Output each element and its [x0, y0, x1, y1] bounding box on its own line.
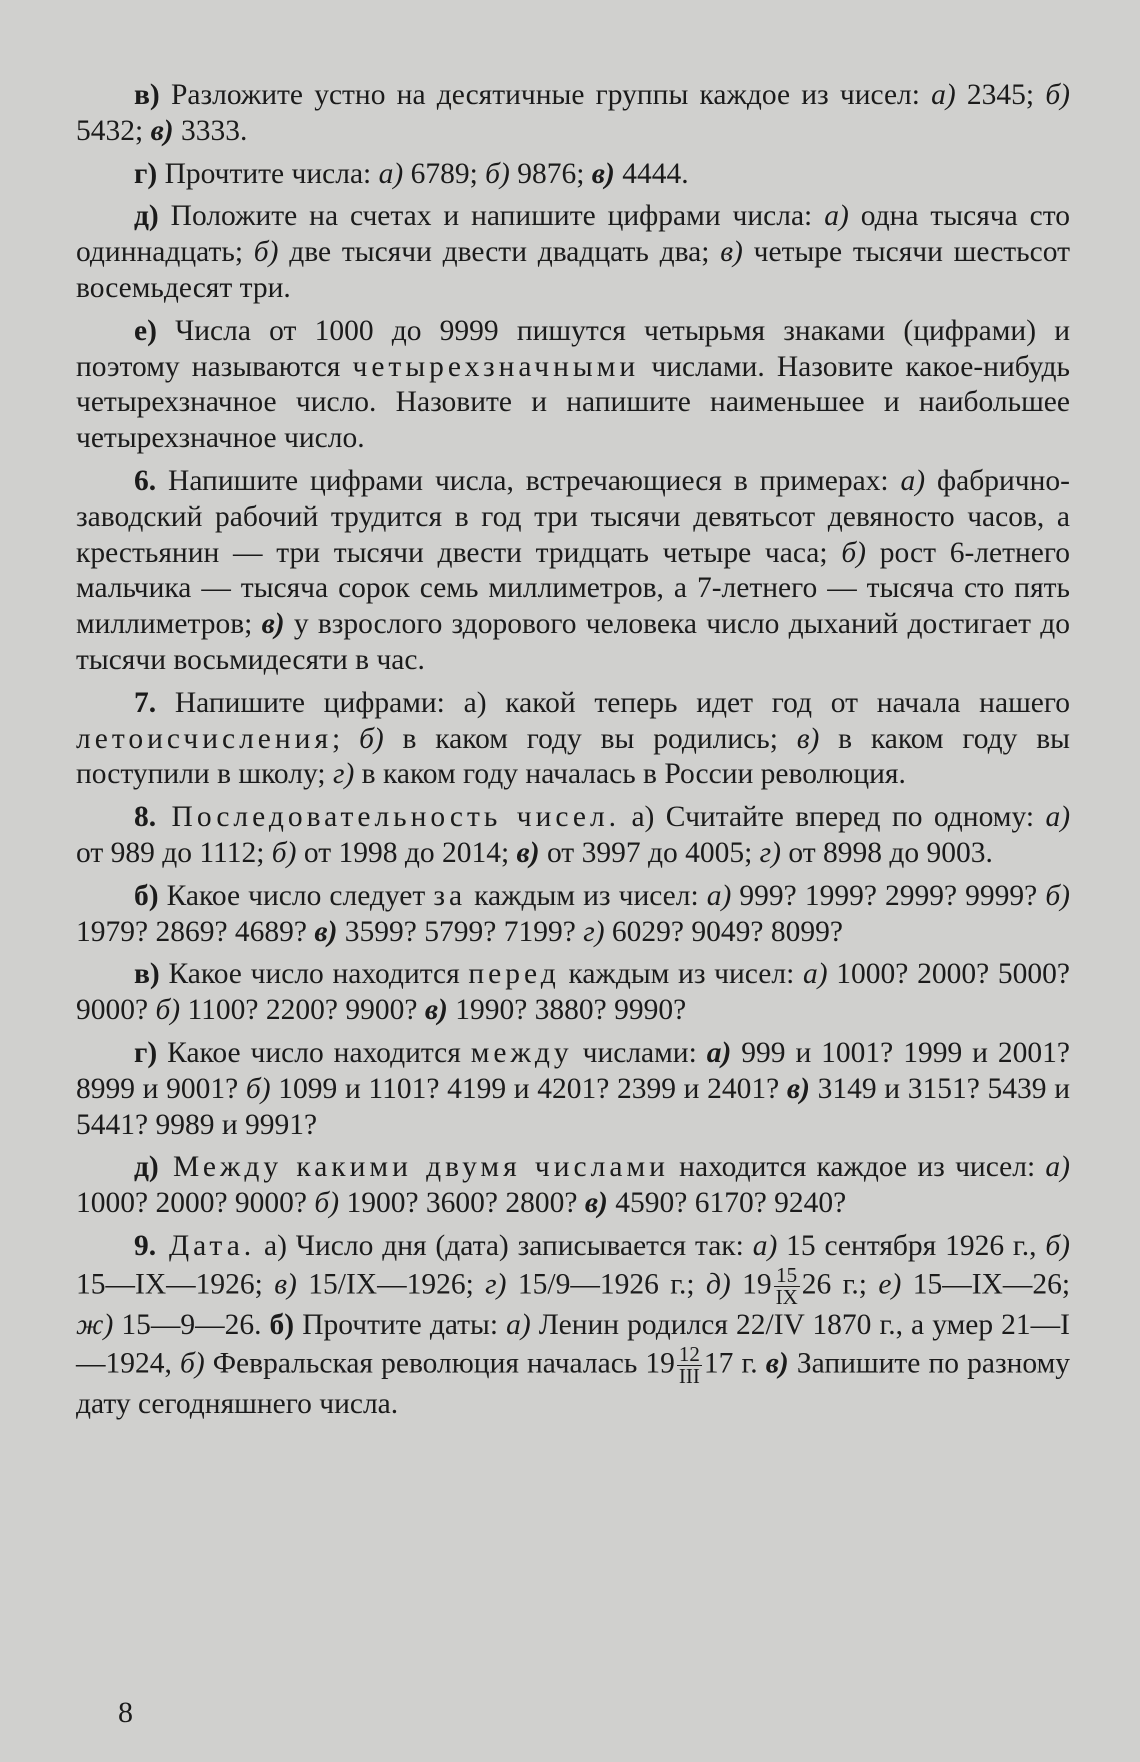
- sub-label: б): [253, 236, 279, 269]
- sub-label: б): [1045, 79, 1070, 111]
- exercise-number: 7.: [134, 686, 157, 719]
- text: 6789;: [403, 157, 486, 190]
- exercise-8v: [76, 957, 1070, 1029]
- text: 1979? 2869? 4689?: [76, 915, 315, 948]
- sub-label: б): [1045, 1229, 1070, 1262]
- text: Напишите цифрами: а) какой теперь идет год от начала нашего: [156, 686, 1070, 719]
- sub-label: в): [786, 1072, 810, 1105]
- item-label: а): [255, 1229, 287, 1262]
- text: в каком году началась в России революция.: [354, 758, 906, 791]
- text: Какое число следует: [158, 879, 434, 912]
- exercise-number: 6.: [134, 464, 157, 497]
- page-body: [76, 78, 1070, 1429]
- sub-label: а): [1045, 801, 1071, 834]
- text: Запишите по разному дату сегодняшнего числа.: [76, 1346, 1070, 1420]
- exercise-8: [76, 800, 1070, 872]
- text: 19: [730, 1267, 772, 1300]
- text: каждым из чисел:: [559, 958, 803, 991]
- sub-label: б): [485, 157, 510, 190]
- paragraph-5d: [76, 199, 1070, 306]
- text: Прочтите числа:: [157, 157, 379, 190]
- text: 4444.: [614, 157, 689, 190]
- item-label: г): [134, 1036, 158, 1069]
- sub-label: в): [765, 1346, 789, 1379]
- text: у взрослого здорового человека число дыханий достигает до тысячи восьмидесяти в час.: [76, 608, 1070, 676]
- text: каждым из чисел:: [466, 879, 707, 912]
- sub-label: б): [359, 722, 384, 755]
- text: 26 г.;: [801, 1267, 879, 1300]
- sub-label: а): [378, 157, 404, 190]
- sub-label: а): [803, 958, 828, 991]
- text: четыре тысячи шестьсот восемьдесят три.: [76, 236, 1070, 304]
- exercise-9: [76, 1229, 1070, 1422]
- exercise-number: 8.: [134, 801, 157, 834]
- text: Числа от 1000 до 9999 пишутся четырьмя знаками (цифрами) и поэтому называются: [76, 314, 1070, 383]
- fraction-denominator: III: [677, 1365, 702, 1387]
- sub-label: б): [245, 1072, 271, 1105]
- text: Положите на счетах и напишите цифрами числа:: [158, 200, 825, 233]
- paragraph-5v: [76, 78, 1070, 150]
- text: от 989 до 1112;: [76, 836, 272, 869]
- item-label: е): [134, 314, 157, 347]
- fraction-numerator: 15: [774, 1265, 800, 1287]
- text: 5432;: [76, 114, 151, 147]
- text: от 3997 до 4005;: [539, 836, 760, 869]
- text: 2345;: [955, 79, 1046, 111]
- text: Разложите устно на десятичные группы каждое из чисел:: [159, 79, 932, 111]
- sub-label: в): [150, 114, 174, 147]
- spaced-term: летоисчисления: [76, 722, 333, 755]
- sub-label: а): [752, 1229, 778, 1262]
- sub-label: г): [583, 915, 605, 948]
- sub-label: в): [591, 157, 615, 190]
- text: Ленин родился 22/IV 1870 г., а умер 21—I—1924,: [76, 1308, 1070, 1379]
- sub-label: б): [155, 994, 181, 1027]
- item-label: б): [134, 879, 159, 912]
- text: Прочтите даты:: [294, 1308, 507, 1341]
- text: рост 6-летнего мальчика — тысяча сорок семь миллиметров, а 7-летнего — тысяча сто пять миллиметров;: [76, 536, 1070, 641]
- text: 4590? 6170? 9240?: [607, 1187, 847, 1220]
- sub-label: а): [706, 1036, 732, 1069]
- text: одна тысяча сто одиннадцать;: [76, 200, 1070, 269]
- exercise-6: [76, 464, 1070, 679]
- fraction-numerator: 12: [678, 1341, 700, 1366]
- text: в каком году вы поступили в школу;: [76, 722, 1070, 791]
- spaced-term: четырехзначными: [352, 350, 640, 383]
- sub-label: а): [1045, 1151, 1070, 1184]
- text: от 8998 до 9003.: [781, 836, 993, 869]
- item-label: а): [620, 801, 655, 834]
- sub-label: в): [261, 608, 285, 641]
- text: от 1998 до 2014;: [296, 836, 517, 869]
- spaced-term: Последовательность чисел.: [156, 801, 621, 834]
- item-label: б): [269, 1308, 295, 1341]
- text: 17 г.: [703, 1346, 766, 1379]
- sub-label: в): [796, 722, 820, 755]
- text: числами. Назовите какое-нибудь четырехзначное число. Назовите и напишите наименьшее и наибольшее четырехзначное число.: [76, 350, 1070, 455]
- text: 15—IX—26;: [901, 1267, 1071, 1300]
- item-label: в): [134, 958, 160, 991]
- sub-label: б): [179, 1346, 205, 1379]
- exercise-7: [76, 686, 1070, 793]
- text: 1000? 2000? 5000? 9000?: [76, 958, 1071, 1027]
- spaced-term: за: [433, 879, 467, 912]
- sub-label: в): [584, 1187, 608, 1220]
- exercise-8d: [76, 1150, 1070, 1222]
- text: Считайте вперед по одному:: [654, 801, 1046, 834]
- spaced-term: между: [470, 1036, 573, 1069]
- text: Число дня (дата) записывается так:: [286, 1229, 753, 1262]
- text: 1900? 3600? 2800?: [339, 1187, 585, 1220]
- text: находится каждое из чисел:: [668, 1151, 1046, 1184]
- text: 6029? 9049? 8099?: [604, 915, 843, 948]
- sub-label: г): [759, 836, 781, 869]
- sub-label: г): [485, 1267, 507, 1300]
- item-label: г): [134, 157, 158, 190]
- sub-label: б): [841, 536, 866, 569]
- sub-label: в): [720, 236, 743, 269]
- text: 15 сентября 1926 г.,: [777, 1229, 1046, 1262]
- exercise-8b: [76, 879, 1070, 951]
- sub-label: в): [516, 836, 540, 869]
- sub-label: а): [931, 79, 956, 111]
- text: 999? 1999? 2999? 9999?: [731, 879, 1046, 912]
- sub-label: в): [274, 1267, 297, 1300]
- text: 15—9—26.: [113, 1308, 270, 1341]
- fraction-denominator: IX: [775, 1284, 798, 1309]
- text: 1000? 2000? 9000?: [76, 1187, 315, 1220]
- text: Какое число находится: [159, 958, 469, 991]
- sub-label: а): [824, 200, 849, 233]
- text: Февральская революция началась 19: [204, 1346, 675, 1379]
- sub-label: а): [506, 1308, 531, 1341]
- sub-label: д): [705, 1267, 731, 1300]
- spaced-term: перед: [468, 958, 560, 991]
- sub-label: ж): [76, 1308, 114, 1341]
- text: в каком году вы родились;: [383, 722, 797, 755]
- spaced-term: Дата.: [156, 1229, 256, 1262]
- paragraph-5g: [76, 157, 1070, 193]
- date-fraction: [677, 1341, 702, 1388]
- exercise-number: 9.: [134, 1229, 157, 1262]
- text: 15/IX—1926;: [296, 1267, 486, 1300]
- sub-label: г): [332, 758, 355, 791]
- text: 3599? 5799? 7199?: [337, 915, 584, 948]
- sub-label: а): [706, 879, 732, 912]
- text: 3149 и 3151? 5439 и 5441? 9989 и 9991?: [76, 1072, 1070, 1141]
- text: 999 и 1001? 1999 и 2001? 8999 и 9001?: [76, 1036, 1070, 1105]
- text: 1100? 2200? 9900?: [180, 994, 425, 1027]
- text: Какое число находится: [157, 1036, 471, 1069]
- spaced-term: Между какими двумя числами: [158, 1151, 669, 1184]
- sub-label: в): [314, 915, 338, 948]
- text: две тысячи двести двадцать два;: [278, 236, 721, 269]
- text: 1990? 3880? 9990?: [447, 994, 687, 1027]
- text: фабрично-заводский рабочий трудится в год три тысячи девятьсот девяносто часов, а крестьянин — три тысячи двести тридцать четыре часа;: [76, 464, 1071, 569]
- text: 15—IX—1926;: [76, 1267, 275, 1300]
- text: Напишите цифрами числа, встречающиеся в примерах:: [156, 464, 901, 497]
- sub-label: а): [900, 464, 926, 497]
- sub-label: б): [1045, 879, 1070, 912]
- sub-label: в): [424, 994, 448, 1027]
- text: 15/9—1926 г.;: [506, 1267, 706, 1300]
- item-label: д): [134, 1151, 159, 1184]
- sub-label: б): [314, 1187, 340, 1220]
- text: 3333.: [173, 114, 248, 147]
- text: числами:: [572, 1036, 707, 1069]
- item-label: д): [134, 200, 159, 233]
- sub-label: б): [271, 836, 297, 869]
- text: ;: [332, 722, 360, 755]
- paragraph-5e: [76, 314, 1070, 457]
- sub-label: е): [878, 1267, 902, 1300]
- item-label: в): [134, 79, 160, 111]
- text: 9876;: [509, 157, 592, 190]
- date-fraction: [774, 1262, 800, 1309]
- exercise-8g: [76, 1036, 1070, 1143]
- text: 1099 и 1101? 4199 и 4201? 2399 и 2401?: [270, 1072, 787, 1105]
- page-number: 8: [118, 1696, 133, 1729]
